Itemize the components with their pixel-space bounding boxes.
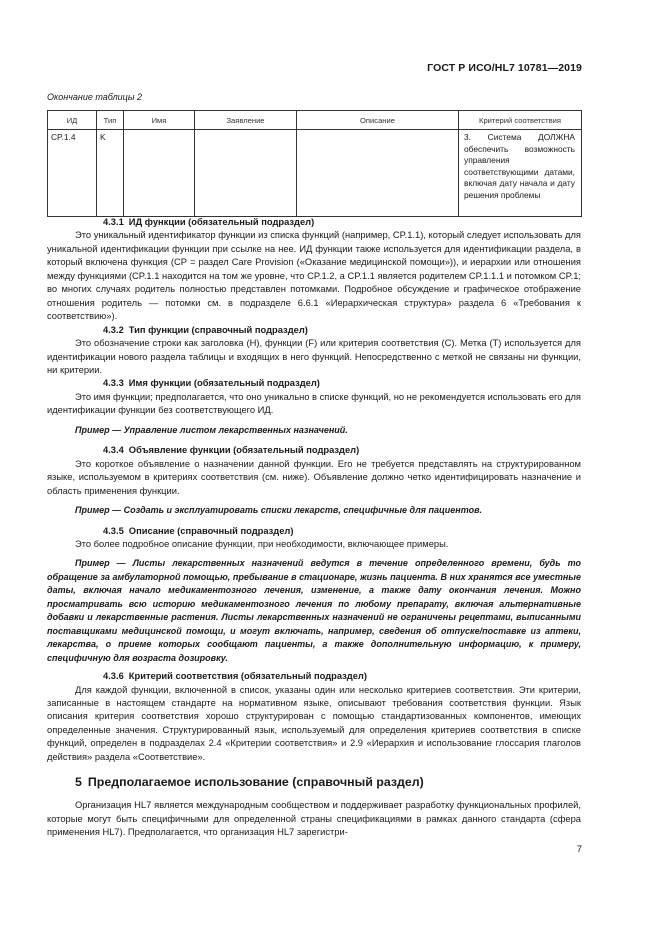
paragraph-4-3-4: Это короткое объявление о назначении данной функции. Его не требуется представлять на структурированном языке, используемом в критериях соответствия (см. ниже). Объявление должно четко идентифицировать назначение и область применения функции. — [47, 458, 581, 496]
paragraph-4-3-1: Это уникальный идентификатор функции из списка функций (например, CP.1.1), который следует использовать для уникальной идентификации функции при ссылке на нее. ИД функции также используется для идентификации раздела, в который включена функция (CP = раздел Care Provision («Оказание медицинской помощи»)), и иерархии или отношения между функциями (CP.1.1 находится на том же уровне, что CP.1.2, а CP.1.1 является родителем CP.1.1.1 и потомком CP.1; во многих случаях родитель полностью представлен потомками. Подробное обсуждение и графическое отображение отношения родитель — потомки см. в подразделе 6.6.1 «Иерархическая структура» раздела 6 «Требования к соответствию»). — [47, 230, 581, 322]
subsection-number: 4.3.4 — [103, 445, 124, 456]
subsection-title: Критерий соответствия (обязательный подраздел) — [128, 671, 367, 682]
subsection-title: Тип функции (справочный подраздел) — [128, 324, 308, 335]
paragraph-4-3-5: Это более подробное описание функции, при необходимости, включающее примеры. — [75, 538, 449, 549]
section-number: 5 — [75, 775, 82, 790]
subsection-heading-4-3-6 — [47, 670, 581, 683]
table-row — [48, 130, 582, 217]
table-header-row — [48, 111, 582, 130]
col-header-criterion: Критерий соответствия — [459, 111, 582, 130]
cell-id: CP.1.4 — [48, 130, 97, 217]
subsection-number: 4.3.2 — [103, 324, 124, 335]
col-header-statement: Заявление — [195, 111, 297, 130]
subsection-heading-4-3-5 — [47, 525, 581, 538]
section-heading-5 — [47, 775, 581, 790]
cell-description — [297, 130, 459, 217]
subsection-title: Объявление функции (обязательный подраздел) — [128, 445, 360, 456]
subsection-heading-4-3-2 — [47, 324, 581, 337]
cell-type: K — [97, 130, 124, 217]
paragraph-5: Организация HL7 является международным сообществом и поддерживает разработку функциональных профилей, которые могут быть специфичными для определенной страны спецификациями в рамках данного стандарта (сфера применения HL7). Предполагается, что организация HL7 зарегистри- — [47, 800, 581, 838]
paragraph-4-3-6: Для каждой функции, включенной в список, указаны один или несколько критериев соответствия. Эти критерии, записанные в настоящем стандарте на нормативном языке, описывают требования соответствия функции. Язык описания критерия соответствия хорошо структурирован с помощью стандартизованных компонентов, имеющих определенные значения. Структурированный язык, используемый для определения критериев соответствия в списке функций, определен в подразделах 2.4 «Критерии соответствия» и 2.9 «Иерархия и использование глоссария глаголов действия» раздела «Соответствие». — [47, 684, 581, 762]
subsection-heading-4-3-1 — [47, 216, 581, 229]
cell-criterion: 3. Система ДОЛЖНА обеспечить возможность управления соответствующими датами, включая дату начала и дату решения проблемы — [459, 130, 582, 217]
subsection-title: Описание (справочный подраздел) — [128, 525, 294, 536]
example-4-3-4: Пример — Создать и эксплуатировать списки лекарств, специфичные для пациентов. — [75, 505, 483, 516]
page-number: 7 — [576, 844, 582, 855]
document-body — [47, 216, 581, 840]
paragraph-4-3-3: Это имя функции; предполагается, что оно уникально в списке функций, но не рекомендуется использовать его для идентификации функции без соответствующего ИД. — [47, 391, 581, 416]
subsection-title: ИД функции (обязательный подраздел) — [128, 217, 315, 227]
section-title: Предполагаемое использование (справочный раздел) — [87, 775, 424, 790]
col-header-type: Тип — [97, 111, 124, 130]
subsection-number: 4.3.6 — [103, 671, 124, 682]
table-caption: Окончание таблицы 2 — [47, 92, 142, 102]
col-header-name: Имя — [124, 111, 195, 130]
col-header-id: ИД — [48, 111, 97, 130]
example-4-3-3: Пример — Управление листом лекарственных назначений. — [75, 424, 348, 435]
subsection-number: 4.3.1 — [103, 217, 124, 227]
standard-designation: ГОСТ Р ИСО/HL7 10781—2019 — [427, 62, 582, 74]
cell-name — [124, 130, 195, 217]
col-header-description: Описание — [297, 111, 459, 130]
subsection-heading-4-3-3 — [47, 377, 581, 390]
functions-table — [47, 110, 582, 217]
subsection-number: 4.3.5 — [103, 525, 124, 536]
subsection-title: Имя функции (обязательный подраздел) — [128, 378, 320, 389]
example-4-3-5: Пример — Листы лекарственных назначений ведутся в течение определенного времени, будь то обращение за амбулаторной помощью, пребывание в стационаре, жизнь пациента. В них хранятся все уместные даты, включая начало медикаментозного лечения, изменение, а также дату окончания лечения. Можно просматривать всю историю медикаментозного лечения по любому препарату, включая альтернативные добавки и лекарственные растения. Листы лекарственных назначений не ограничены рецептами, выписанными поставщиками медицинской помощи, и могут включать, например, сведения об отпуске/поставке из аптеки, лекарства, о приеме которых сообщают пациенты, а также дополнительную информацию, к примеру, специфичную для возраста дозировку. — [47, 558, 581, 663]
subsection-number: 4.3.3 — [103, 378, 124, 389]
subsection-heading-4-3-4 — [47, 444, 581, 457]
cell-statement — [195, 130, 297, 217]
paragraph-4-3-2: Это обозначение строки как заголовка (H), функции (F) или критерия соответствия (C). Метка (T) используется для идентификации нового раздела таблицы и входящих в него функций. Непосредственно с меткой не связаны ни функции, ни критерии. — [47, 338, 581, 375]
